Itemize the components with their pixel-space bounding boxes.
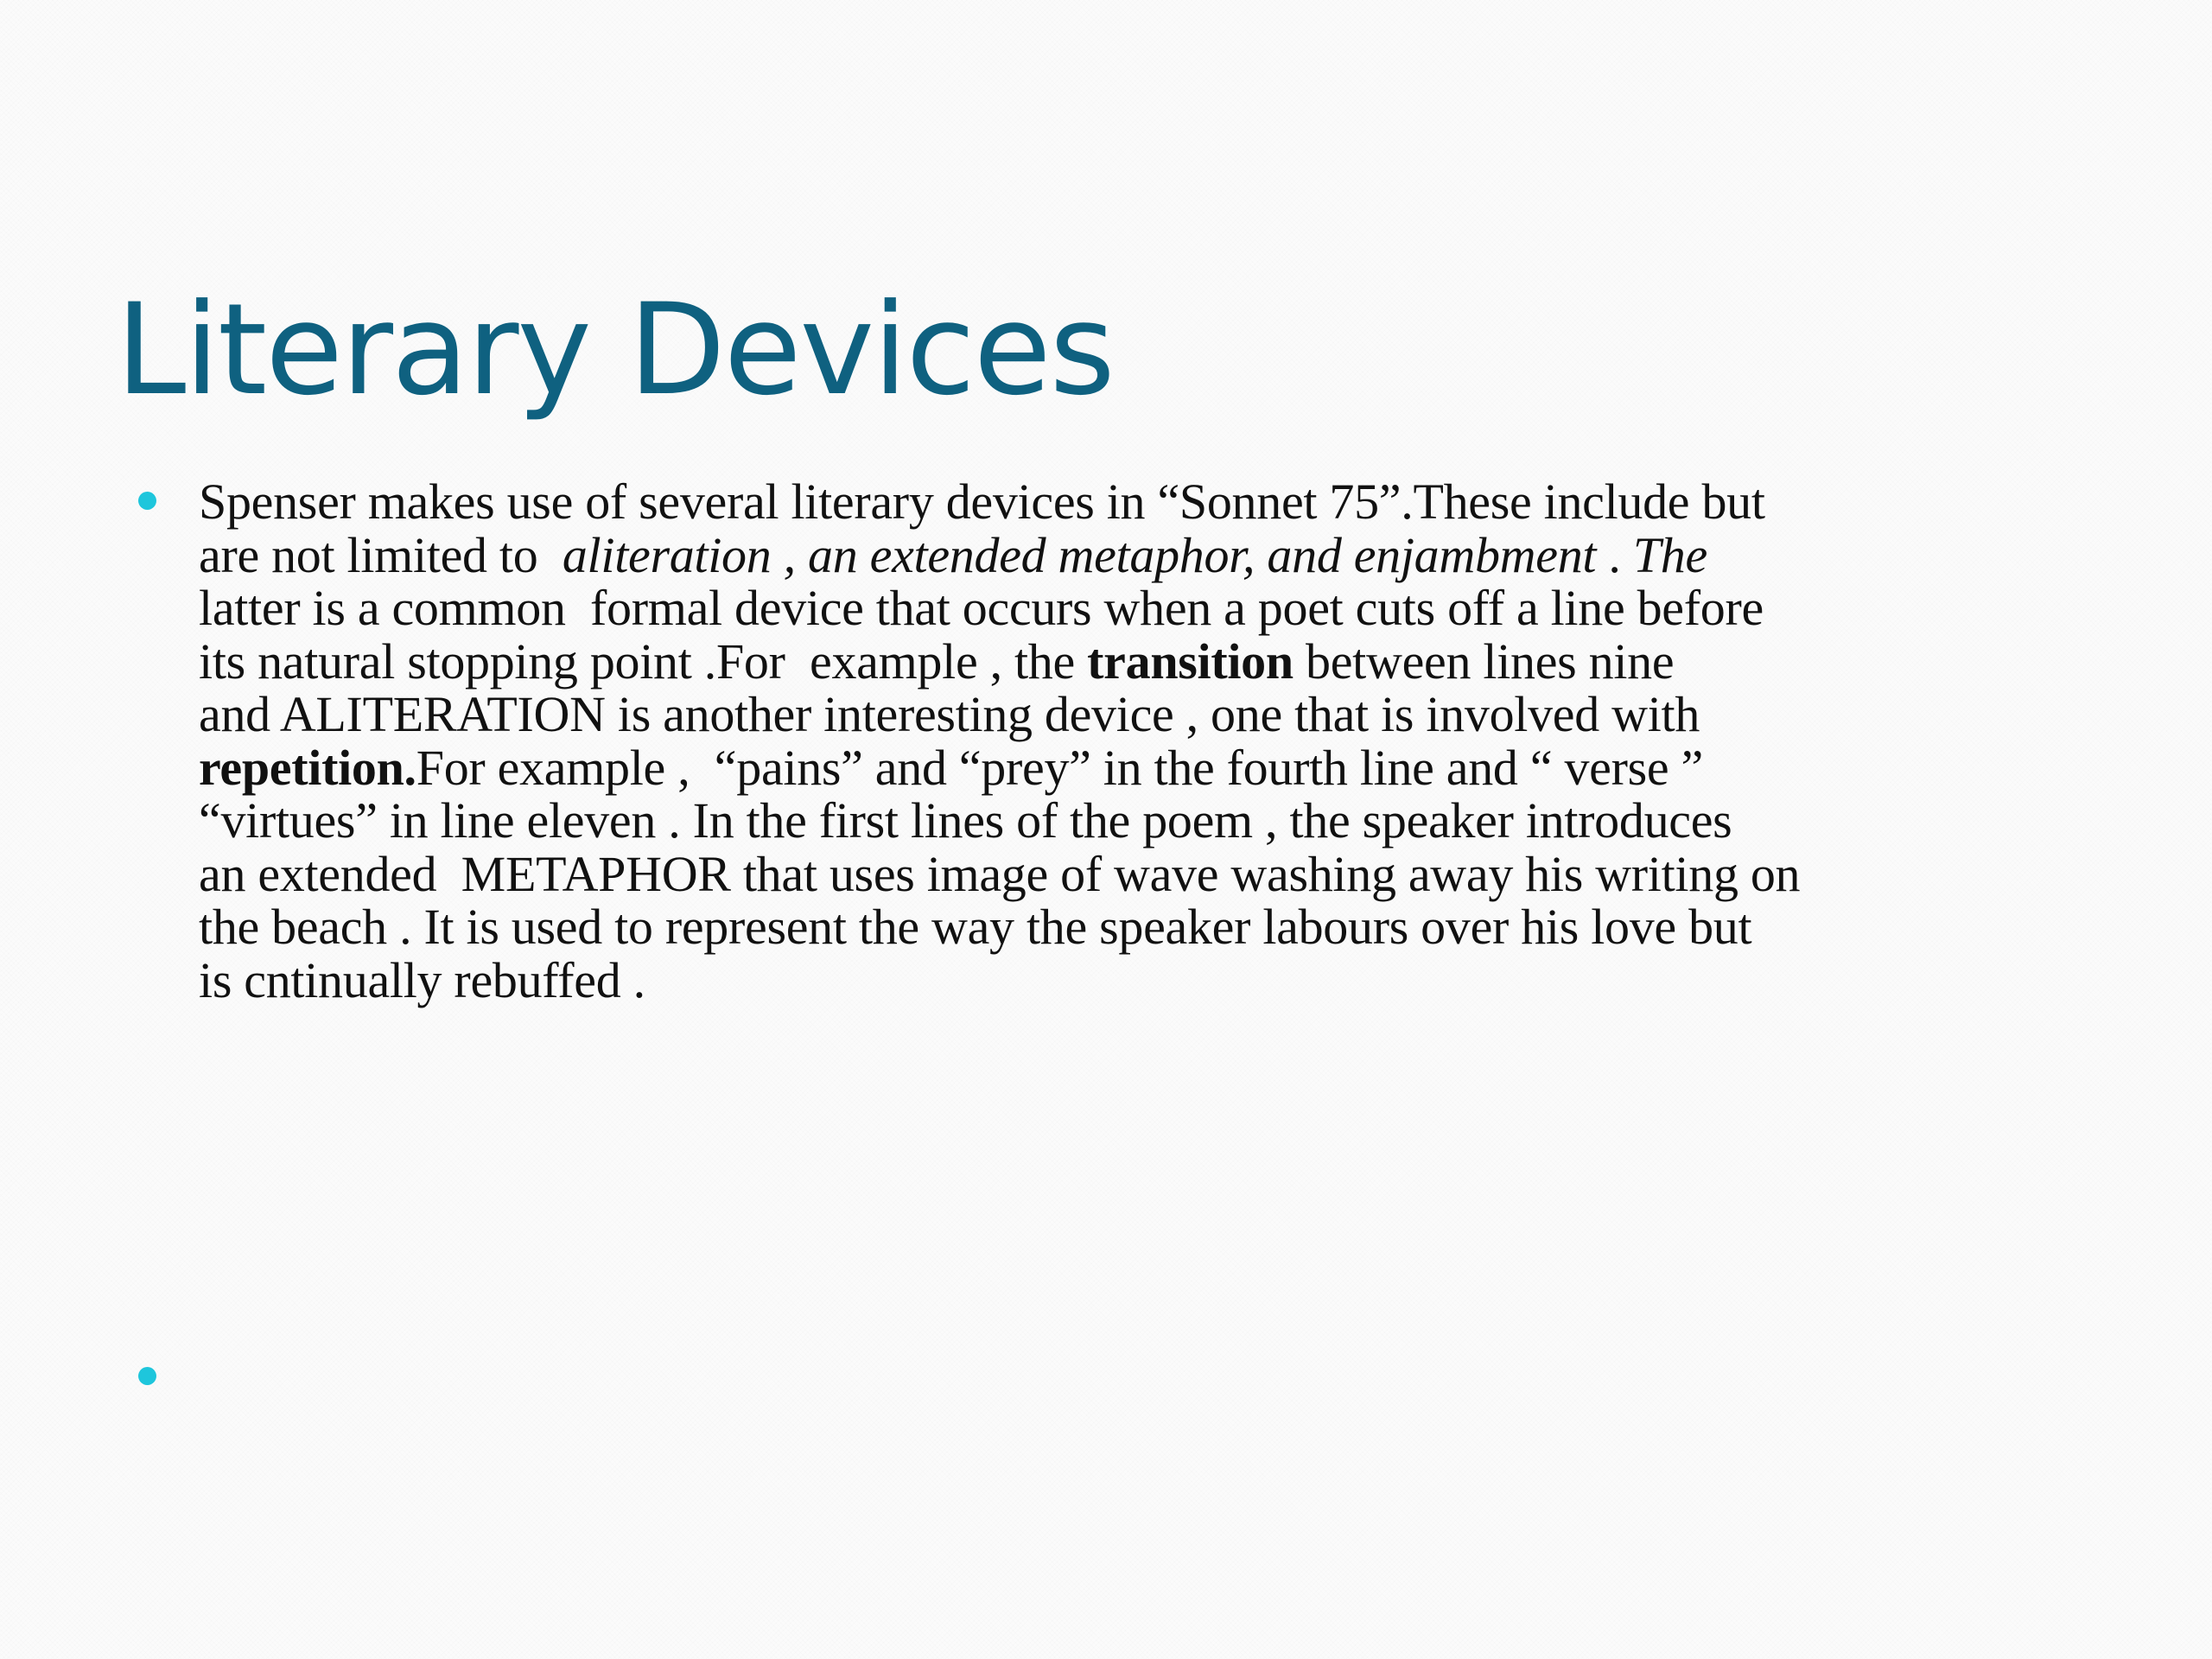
- text-run: the beach . It is used to represent the way the speaker labours over his love but: [199, 899, 1752, 955]
- bullet-line: [199, 845, 2100, 902]
- slide-title: Literary Devices: [116, 276, 1114, 423]
- bullet-line: [199, 688, 2100, 741]
- bullet-line: [199, 582, 2100, 635]
- text-italic: aliteration , an extended metaphor, and enjambment: [562, 526, 1597, 583]
- bullet-paragraph: [199, 475, 2100, 1007]
- text-run: For example , “pains” and “prey” in the fourth line and “ verse ”: [416, 739, 1703, 796]
- text-run: between lines nine: [1293, 632, 1675, 690]
- text-run: Spenser makes use of several literary devices in “Sonnet 75”.These include but: [199, 474, 1765, 530]
- text-run: “virtues” in line eleven . In the first lines of the poem , the speaker introduces: [199, 792, 1732, 849]
- text-run: are not limited to: [199, 526, 563, 583]
- bullet-line: [199, 741, 2100, 795]
- bullet-dot-icon: [138, 492, 156, 510]
- bullet-line: [199, 526, 2100, 583]
- text-run: is cntinually rebuffed .: [199, 951, 645, 1008]
- text-bold: repetition.: [199, 739, 416, 796]
- bullet-line: [199, 900, 2100, 954]
- bullet-line: [199, 794, 2100, 848]
- text-run: an extended METAPHOR that uses image of wave washing away his writing on: [199, 845, 1801, 902]
- bullet-line: [199, 951, 2100, 1008]
- text-bold: transition: [1087, 632, 1294, 690]
- bullet-dot-icon: [138, 1367, 156, 1385]
- text-run: latter is a common formal device that occurs when a poet cuts off a line before: [199, 580, 1764, 636]
- text-run: its natural stopping point .For example , the: [199, 632, 1088, 690]
- bullet-line: [199, 475, 2100, 529]
- text-run: .: [1596, 526, 1633, 583]
- bullet-line: [199, 632, 2100, 690]
- text-italic: The: [1632, 526, 1707, 583]
- text-run: and ALITERATION is another interesting device , one that is involved with: [199, 686, 1700, 742]
